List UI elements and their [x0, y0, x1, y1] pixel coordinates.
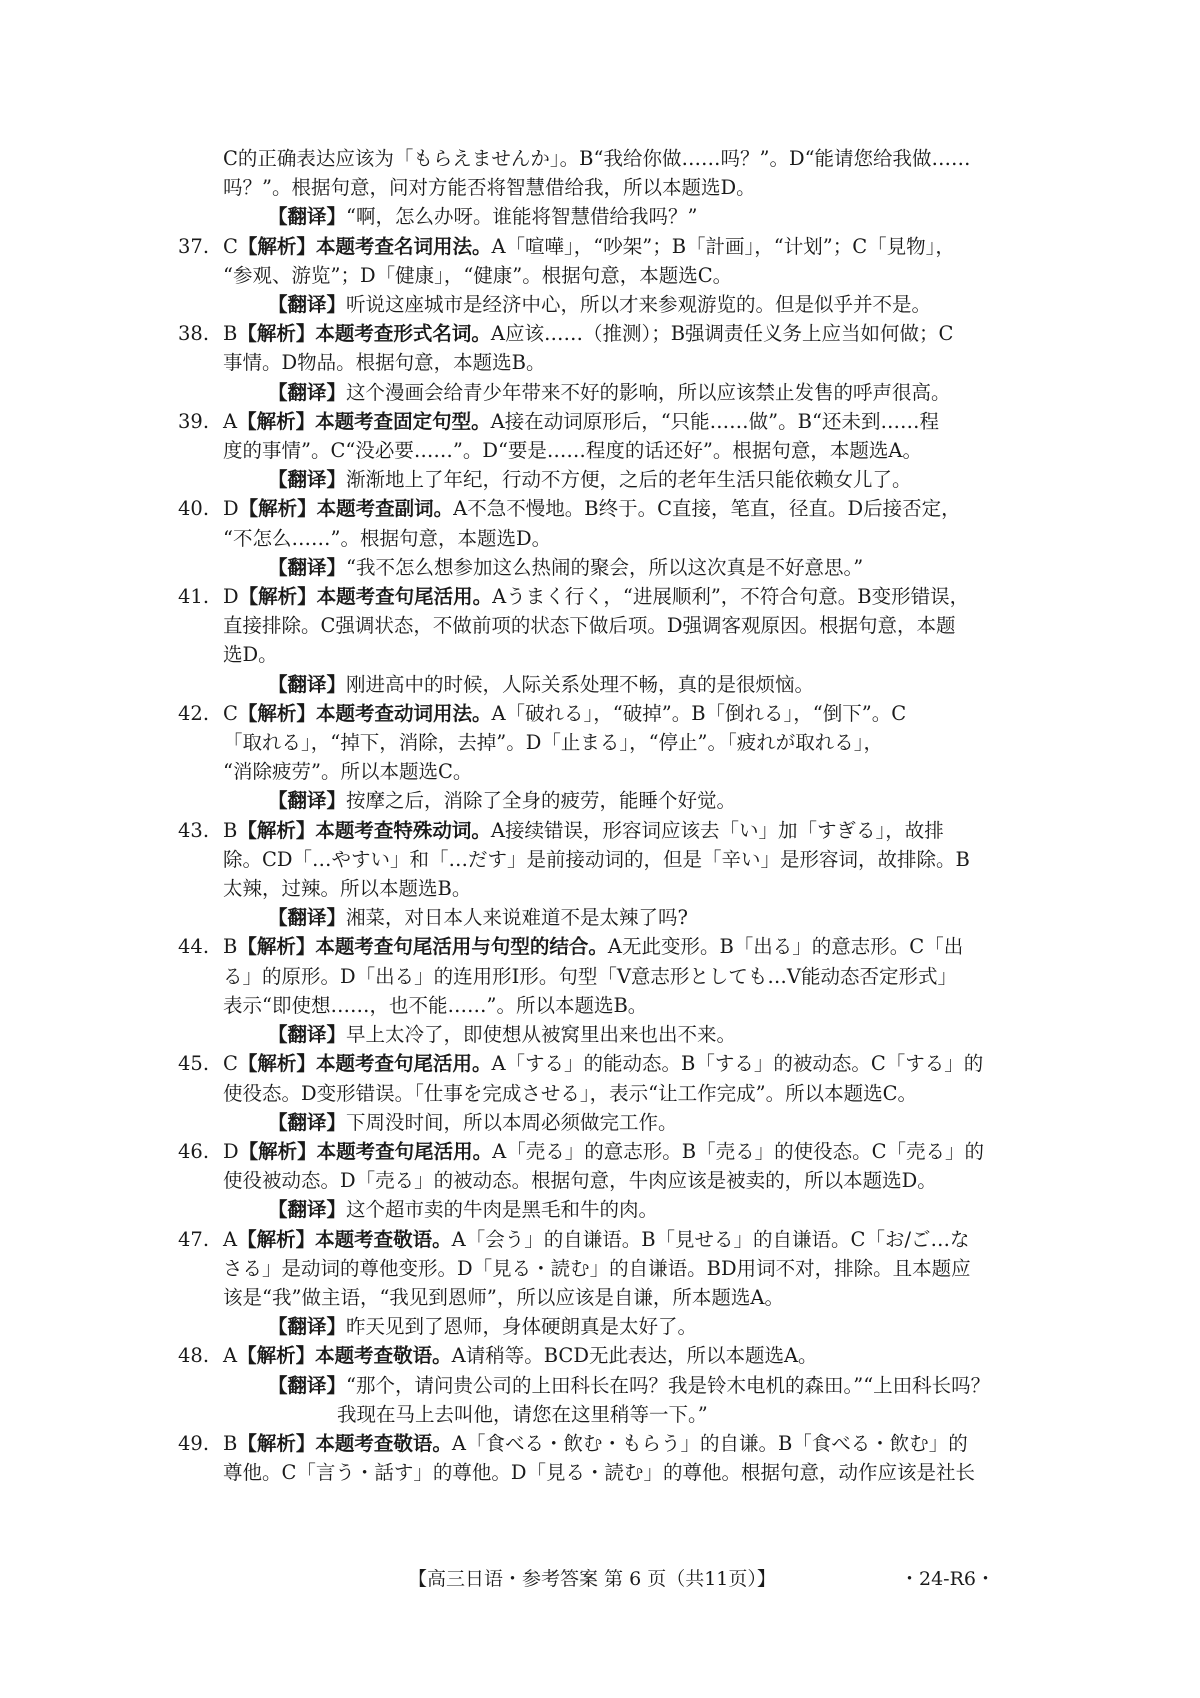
explanation-text: A「売る」的意志形。B「売る」的使役态。C「売る」的 — [492, 1139, 985, 1163]
translation-tag: 【翻译】 — [268, 906, 347, 930]
translation-tag: 【翻译】 — [268, 293, 347, 317]
analysis-tag: 【解析】 — [237, 701, 316, 725]
answer-letter: C — [223, 701, 238, 725]
translation-tag: 【翻译】 — [268, 1315, 347, 1339]
analysis-tag: 【解析】 — [238, 585, 317, 609]
analysis-topic: 本题考查敬语。 — [315, 1431, 452, 1455]
explanation-text: る」的原形。D「出る」的连用形Ⅰ形。句型「V意志形としても…V能动态否定形式」 — [223, 964, 958, 988]
explanation-text: 直接排除。C强调状态，不做前项的状态下做后项。D强调客观原因。根据句意，本题 — [223, 614, 956, 638]
translation-text: 我现在马上去叫他，请您在这里稍等一下。” — [337, 1402, 708, 1426]
explanation-line — [223, 932, 1028, 961]
explanation-text: A「喧嘩」，“吵架”；B「計画」，“计划”；C「見物」， — [491, 234, 955, 258]
analysis-tag: 【解析】 — [238, 497, 317, 521]
question-item — [178, 232, 1028, 320]
analysis-tag: 【解析】 — [237, 935, 316, 959]
answer-letter: B — [223, 1431, 238, 1455]
question-number: 44. — [178, 935, 210, 959]
answer-letter: B — [223, 322, 238, 346]
translation-tag: 【翻译】 — [268, 1110, 347, 1134]
question-item — [178, 1429, 1028, 1487]
analysis-tag: 【解析】 — [237, 409, 316, 433]
translation-line — [223, 290, 1028, 319]
question-item — [178, 1049, 1028, 1137]
question-number: 48. — [178, 1344, 210, 1368]
analysis-topic: 本题考查名词用法。 — [315, 234, 492, 258]
translation-line — [223, 1371, 1028, 1400]
analysis-topic: 本题考查句尾活用。 — [316, 1139, 493, 1163]
analysis-topic: 本题考查句尾活用。 — [315, 1052, 492, 1076]
answer-content — [178, 144, 1028, 1487]
explanation-text: Aうまく行く，“进展顺利”，不符合句意。B变形错误， — [492, 585, 970, 609]
explanation-text: 使役态。D变形错误。「仕事を完成させる」，表示“让工作完成”。所以本题选C。 — [223, 1081, 917, 1105]
explanation-line — [223, 699, 1028, 728]
translation-tag: 【翻译】 — [268, 205, 347, 229]
explanation-text: “不怎么……”。根据句意，本题选D。 — [223, 526, 552, 550]
analysis-topic: 本题考查敬语。 — [315, 1344, 452, 1368]
translation-line — [223, 1108, 1028, 1137]
continued-explanation — [178, 144, 1028, 232]
explanation-text: 选D。 — [223, 643, 278, 667]
translation-text: 刚进高中的时候，人际关系处理不畅，真的是很烦恼。 — [346, 672, 815, 696]
analysis-topic: 本题考查动词用法。 — [315, 701, 492, 725]
translation-line — [223, 465, 1028, 494]
answer-letter: D — [223, 585, 239, 609]
explanation-line — [223, 1225, 1028, 1254]
question-item — [178, 1341, 1028, 1429]
explanation-text: 太辣，过辣。所以本题选B。 — [223, 877, 472, 901]
answer-letter: B — [223, 818, 238, 842]
question-number: 37. — [178, 234, 210, 258]
question-number: 49. — [178, 1431, 210, 1455]
explanation-line — [223, 1341, 1028, 1370]
explanation-text: A不急不慢地。B终于。C直接，笔直，径直。D后接否定， — [453, 497, 961, 521]
translation-line — [223, 670, 1028, 699]
question-item — [178, 407, 1028, 495]
question-item — [178, 1137, 1028, 1225]
translation-text: 听说这座城市是经济中心，所以才来参观游览的。但是似乎并不是。 — [346, 293, 932, 317]
explanation-text: A无此变形。B「出る」的意志形。C「出 — [607, 935, 964, 959]
question-item — [178, 582, 1028, 699]
answer-letter: D — [223, 1139, 239, 1163]
explanation-text: 事情。D物品。根据句意，本题选B。 — [223, 351, 546, 375]
translation-line — [223, 202, 1028, 231]
analysis-topic: 本题考查敬语。 — [315, 1227, 452, 1251]
question-number: 47. — [178, 1227, 210, 1251]
explanation-line — [223, 232, 1028, 261]
question-number: 45. — [178, 1052, 210, 1076]
explanation-line — [223, 874, 1028, 903]
explanation-line — [223, 1254, 1028, 1283]
question-number: 41. — [178, 585, 210, 609]
translation-line — [223, 1195, 1028, 1224]
translation-text: 下周没时间，所以本周必须做完工作。 — [346, 1110, 678, 1134]
explanation-line — [223, 348, 1028, 377]
analysis-topic: 本题考查特殊动词。 — [315, 818, 491, 842]
question-list — [178, 232, 1028, 1488]
answer-letter: C — [223, 234, 238, 258]
question-item — [178, 816, 1028, 933]
explanation-line — [223, 1283, 1028, 1312]
analysis-topic: 本题考查副词。 — [316, 497, 454, 521]
analysis-tag: 【解析】 — [237, 322, 316, 346]
footer-page-info: 【高三日语・参考答案 第 6 页（共11页）】 — [408, 1568, 776, 1590]
translation-text: 这个超市卖的牛肉是黑毛和牛的肉。 — [346, 1198, 659, 1222]
analysis-topic: 本题考查句尾活用。 — [316, 585, 493, 609]
explanation-text: A应该……（推测）；B强调责任义务上应当如何做；C — [490, 322, 954, 346]
analysis-tag: 【解析】 — [238, 1139, 317, 1163]
translation-tag: 【翻译】 — [268, 1373, 347, 1397]
translation-text: 早上太冷了，即使想从被窝里出来也出不来。 — [346, 1023, 737, 1047]
explanation-text: 度的事情”。C“没必要……”。D“要是……程度的话还好”。根据句意，本题选A。 — [223, 439, 922, 463]
translation-line — [223, 786, 1028, 815]
explanation-line — [223, 582, 1028, 611]
translation-tag: 【翻译】 — [268, 1198, 347, 1222]
question-number: 43. — [178, 818, 210, 842]
explanation-text: A「破れる」，“破掉”。B「倒れる」，“倒下”。C — [491, 701, 907, 725]
text-line: C的正确表达应该为「もらえませんか」。B“我给你做……吗？”。D“能请您给我做…… — [223, 147, 971, 170]
translation-tag: 【翻译】 — [268, 1023, 347, 1047]
explanation-text: A「食べる・飲む・もらう」的自谦。B「食べる・飲む」的 — [451, 1431, 968, 1455]
explanation-text: A「会う」的自谦语。B「見せる」的自谦语。C「お/ご…な — [451, 1227, 970, 1251]
explanation-line — [223, 1079, 1028, 1108]
explanation-line — [223, 962, 1028, 991]
translation-text: 按摩之后，消除了全身的疲劳，能睡个好觉。 — [346, 789, 737, 813]
translation-text: 这个漫画会给青少年带来不好的影响，所以应该禁止发售的呼声很高。 — [346, 380, 951, 404]
explanation-line — [223, 261, 1028, 290]
explanation-text: 该是“我”做主语，“我见到恩师”，所以应该是自谦，所本题选A。 — [223, 1285, 784, 1309]
explanation-line — [223, 1137, 1028, 1166]
explanation-text: さる」是动词的尊他变形。D「見る・読む」的自谦语。BD用词不对，排除。且本题应 — [223, 1256, 971, 1280]
explanation-line — [223, 728, 1028, 757]
explanation-text: 除。CD「…やすい」和「…だす」是前接动词的，但是「辛い」是形容词，故排除。B — [223, 847, 970, 871]
explanation-line — [223, 1049, 1028, 1078]
explanation-text: 使役被动态。D「売る」的被动态。根据句意，牛肉应该是被卖的，所以本题选D。 — [223, 1169, 937, 1193]
explanation-text: 表示“即使想……，也不能……”。所以本题选B。 — [223, 993, 648, 1017]
explanation-line — [223, 494, 1028, 523]
explanation-text: A接在动词原形后，“只能……做”。B“还未到……程 — [490, 409, 939, 433]
explanation-text: A请稍等。BCD无此表达，所以本题选A。 — [451, 1344, 818, 1368]
question-item — [178, 319, 1028, 407]
analysis-tag: 【解析】 — [237, 234, 316, 258]
question-number: 46. — [178, 1139, 210, 1163]
explanation-text: 尊他。C「言う・話す」的尊他。D「見る・読む」的尊他。根据句意，动作应该是社长 — [223, 1461, 976, 1485]
analysis-topic: 本题考查固定句型。 — [315, 409, 491, 433]
translation-line — [223, 1400, 1028, 1429]
explanation-line — [223, 991, 1028, 1020]
translation-text: “我不怎么想参加这么热闹的聚会，所以这次真是不好意思。” — [346, 555, 864, 579]
explanation-line — [223, 524, 1028, 553]
explanation-line — [223, 845, 1028, 874]
question-item — [178, 932, 1028, 1049]
explanation-text: A接续错误，形容词应该去「い」加「すぎる」，故排 — [490, 818, 944, 842]
question-number: 38. — [178, 322, 210, 346]
answer-letter: A — [223, 1227, 238, 1251]
translation-line — [223, 903, 1028, 932]
translation-tag: 【翻译】 — [268, 672, 347, 696]
translation-text: “那个，请问贵公司的上田科长在吗？我是铃木电机的森田。”“上田科长吗？ — [346, 1373, 991, 1397]
answer-letter: A — [223, 409, 238, 433]
question-item — [178, 699, 1028, 816]
explanation-line — [223, 407, 1028, 436]
translation-text: 湘菜，对日本人来说难道不是太辣了吗? — [346, 906, 688, 930]
translation-text: 渐渐地上了年纪，行动不方便，之后的老年生活只能依赖女儿了。 — [346, 468, 912, 492]
explanation-line — [223, 816, 1028, 845]
answer-letter: B — [223, 935, 238, 959]
translation-tag: 【翻译】 — [268, 789, 347, 813]
translation-line — [223, 553, 1028, 582]
analysis-tag: 【解析】 — [237, 1052, 316, 1076]
question-item — [178, 1225, 1028, 1342]
analysis-topic: 本题考查句尾活用与句型的结合。 — [315, 935, 608, 959]
explanation-text: A「する」的能动态。B「する」的被动态。C「する」的 — [491, 1052, 984, 1076]
footer-code: ・24-R6・ — [900, 1568, 995, 1590]
explanation-text: 「取れる」，“掉下，消除，去掉”。D「止まる」，“停止”。「疲れが取れる」， — [223, 731, 884, 755]
translation-line — [223, 1020, 1028, 1049]
explanation-line — [223, 1166, 1028, 1195]
explanation-line — [223, 436, 1028, 465]
translation-tag: 【翻译】 — [268, 555, 347, 579]
question-item — [178, 494, 1028, 582]
translation-line — [223, 1312, 1028, 1341]
question-number: 42. — [178, 701, 210, 725]
explanation-text: “参观、游览”；D「健康」，“健康”。根据句意，本题选C。 — [223, 263, 733, 287]
explanation-line — [223, 757, 1028, 786]
answer-letter: C — [223, 1052, 238, 1076]
answer-letter: D — [223, 497, 239, 521]
analysis-tag: 【解析】 — [237, 1344, 316, 1368]
translation-text: 昨天见到了恩师，身体硬朗真是太好了。 — [346, 1315, 698, 1339]
analysis-tag: 【解析】 — [237, 1431, 316, 1455]
explanation-line — [223, 1429, 1028, 1458]
explanation-line — [223, 1458, 1028, 1487]
translation-tag: 【翻译】 — [268, 380, 347, 404]
analysis-tag: 【解析】 — [237, 1227, 316, 1251]
translation-text: “啊，怎么办呀。谁能将智慧借给我吗？” — [346, 205, 698, 229]
text-line: 吗？”。根据句意，问对方能否将智慧借给我，所以本题选D。 — [223, 176, 756, 200]
question-number: 39. — [178, 409, 210, 433]
explanation-text: “消除疲劳”。所以本题选C。 — [223, 760, 473, 784]
explanation-line — [223, 611, 1028, 640]
analysis-topic: 本题考查形式名词。 — [315, 322, 491, 346]
explanation-line — [223, 319, 1028, 348]
translation-line — [223, 378, 1028, 407]
translation-tag: 【翻译】 — [268, 468, 347, 492]
answer-letter: A — [223, 1344, 238, 1368]
analysis-tag: 【解析】 — [237, 818, 316, 842]
question-number: 40. — [178, 497, 210, 521]
explanation-line — [223, 640, 1028, 669]
